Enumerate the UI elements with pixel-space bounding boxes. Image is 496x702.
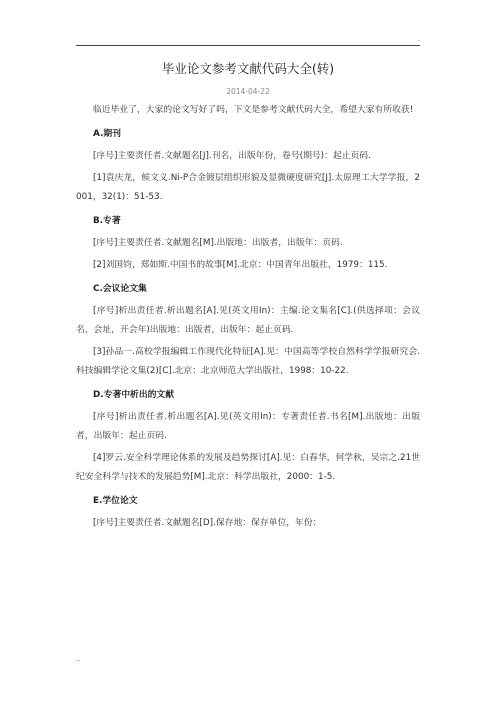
paragraph: 临近毕业了，大家的论文写好了吗，下文是参考文献代码大全，希望大家有所收获! xyxy=(93,105,414,115)
paragraph: [序号]析出责任者.析出题名[A].见(英文用In)：专著责任者.书名[M].出版地：出版者，出版年：起止页码. xyxy=(76,412,420,441)
section-heading: C.会议论文集 xyxy=(93,284,147,294)
paragraph: [4]罗云.安全科学理论体系的发展及趋势探讨[A].见：白春华，何学秋，吴宗之.21世纪安全科学与技术的发展趋势[M].北京：科学出版社，2000：1-5. xyxy=(76,453,420,482)
paragraph: [1]袁庆龙，候文义.Ni-P合金镀层组织形貌及显微硬度研究[J].太原理工大学学报，2001，32(1)：51-53. xyxy=(76,173,420,202)
document-body xyxy=(76,60,420,533)
document-title: 毕业论文参考文献代码大全(转) xyxy=(161,61,335,76)
section-heading: D.专著中析出的文献 xyxy=(93,390,175,400)
section-heading: B.专著 xyxy=(93,216,121,226)
paragraph: [3]孙品一.高校学报编辑工作现代化特征[A].见：中国高等学校自然科学学报研究会.科技编辑学论文集(2)[C].北京：北京师范大学出版社，1998：10-22. xyxy=(76,347,420,376)
paragraph: [序号]主要责任者.文献题名[J].刊名，出版年份，卷号(期号)：起止页码. xyxy=(93,151,371,161)
section-heading: E.学位论文 xyxy=(93,496,138,506)
document-blocks xyxy=(76,101,420,533)
paragraph: [序号]主要责任者.文献题名[M].出版地：出版者，出版年：页码. xyxy=(93,238,343,248)
paragraph: [序号]主要责任者.文献题名[D].保存地：保存单位，年份： xyxy=(93,518,322,528)
section-heading: A.期刊 xyxy=(93,129,121,139)
paragraph: [2]刘国钧，郑如斯.中国书的故事[M].北京：中国青年出版社，1979：115. xyxy=(93,260,388,270)
footer-mark: .. xyxy=(76,655,81,663)
header-rule xyxy=(76,45,420,46)
document-date: 2014-04-22 xyxy=(226,87,270,96)
header-mark: . xyxy=(417,35,420,43)
paragraph: [序号]析出责任者.析出题名[A].见(英文用In)：主编.论文集名[C].(供选择项：会议名，会址，开会年)出版地：出版者，出版年：起止页码. xyxy=(76,306,420,335)
